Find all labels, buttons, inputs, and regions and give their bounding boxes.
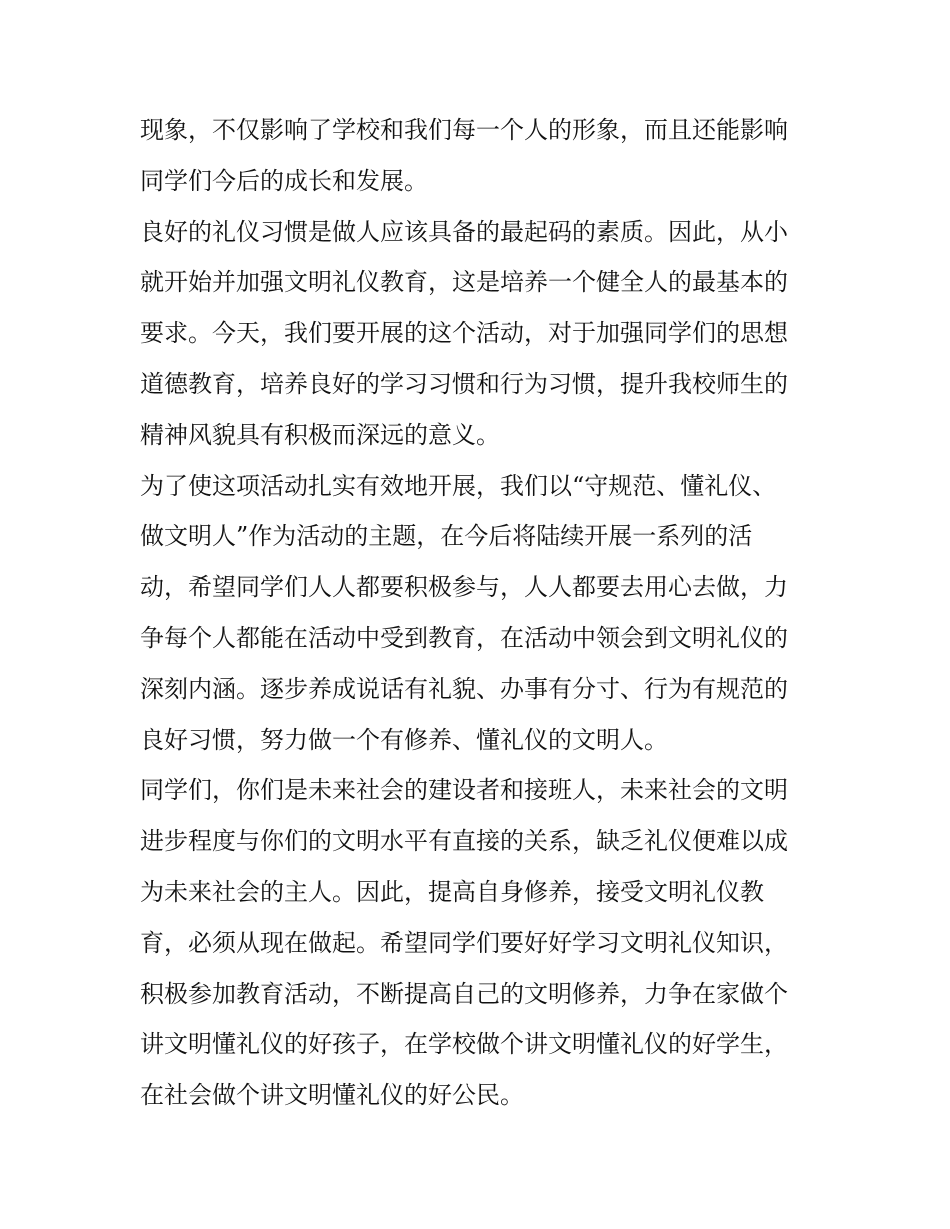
text-line: 现象，不仅影响了学校和我们每一个人的形象，而且还能影响 xyxy=(140,116,788,144)
text-line: 良好的礼仪习惯是做人应该具备的最起码的素质。因此，从小 xyxy=(140,217,788,246)
text-line: 为未来社会的主人。因此，提高自身修养，接受文明礼仪教 xyxy=(140,877,764,906)
text-line: 积极参加教育活动，不断提高自己的文明修养，力争在家做个 xyxy=(140,979,788,1008)
text-line: 精神风貌具有积极而深远的意义。 xyxy=(140,420,500,449)
text-line: 做文明人”作为活动的主题，在今后将陆续开展一系列的活 xyxy=(140,522,753,551)
text-line: 就开始并加强文明礼仪教育，这是培养一个健全人的最基本的 xyxy=(140,268,788,297)
text-line: 进步程度与你们的文明水平有直接的关系，缺乏礼仪便难以成 xyxy=(140,827,788,856)
text-line: 争每个人都能在活动中受到教育，在活动中领会到文明礼仪的 xyxy=(140,623,788,652)
text-line: 深刻内涵。逐步养成说话有礼貌、办事有分寸、行为有规范的 xyxy=(140,674,788,703)
text-line: 为了使这项活动扎实有效地开展，我们以“守规范、懂礼仪、 xyxy=(140,471,777,500)
text-line: 同学们，你们是未来社会的建设者和接班人，未来社会的文明 xyxy=(140,776,788,805)
text-line: 育，必须从现在做起。希望同学们要好好学习文明礼仪知识， xyxy=(140,928,788,957)
text-line: 在社会做个讲文明懂礼仪的好公民。 xyxy=(140,1081,524,1110)
text-line: 同学们今后的成长和发展。 xyxy=(140,166,428,195)
body-text xyxy=(140,105,820,1121)
text-line: 动，希望同学们人人都要积极参与，人人都要去用心去做，力 xyxy=(140,573,788,602)
text-line: 良好习惯，努力做一个有修养、懂礼仪的文明人。 xyxy=(140,725,668,754)
text-line: 讲文明懂礼仪的好孩子，在学校做个讲文明懂礼仪的好学生， xyxy=(140,1030,788,1059)
text-line: 道德教育，培养良好的学习习惯和行为习惯，提升我校师生的 xyxy=(140,369,788,398)
text-line: 要求。今天，我们要开展的这个活动，对于加强同学们的思想 xyxy=(140,319,788,348)
